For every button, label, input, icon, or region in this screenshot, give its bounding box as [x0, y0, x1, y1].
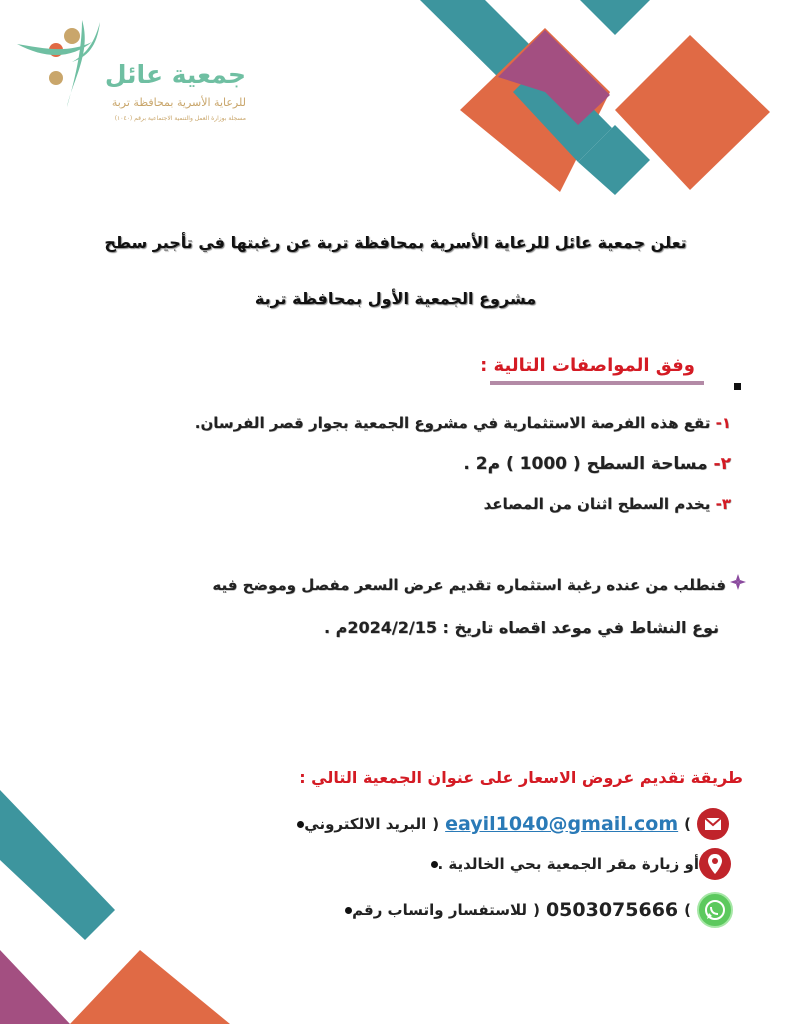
- request-line-1: فنطلب من عنده رغبة استثماره تقديم عرض السعر مفصل وموضح فيه: [212, 576, 726, 594]
- whatsapp-icon: [697, 892, 733, 928]
- phone-number[interactable]: 0503075666: [545, 899, 679, 921]
- bullet-dot: [345, 907, 352, 914]
- whatsapp-label: للاستفسار واتساب رقم: [352, 901, 528, 919]
- decorative-shapes-bottom-left: [0, 790, 240, 1024]
- submission-title: طريقة تقديم عروض الاسعار على عنوان الجمعية التالي :: [299, 768, 743, 787]
- contact-whatsapp-row: للاستفسار واتساب رقم ( 0503075666 ): [331, 892, 743, 928]
- logo-subtitle: للرعاية الأسرية بمحافظة تربة: [111, 96, 246, 109]
- contact-email-row: البريد الالكتروني ( eayil1040@gmail.com ): [283, 808, 743, 840]
- logo-figures-icon: [12, 12, 102, 107]
- diamond-bullet-icon: [730, 574, 746, 590]
- email-link[interactable]: eayil1040@gmail.com: [445, 813, 679, 835]
- spec-item-3: ٣- يخدم السطح اثنان من المصاعد: [483, 495, 731, 513]
- request-line-2: نوع النشاط في موعد اقصاه تاريخ : 2024/2/15م .: [323, 618, 719, 637]
- bullet-dot: [297, 821, 304, 828]
- email-label: البريد الالكتروني: [304, 815, 427, 833]
- logo-name: جمعية عائل: [104, 60, 246, 89]
- location-pin-icon: [699, 848, 731, 880]
- bullet-dot: [431, 861, 438, 868]
- contact-visit-row: [417, 848, 744, 880]
- specs-underline: [490, 381, 704, 385]
- announcement-line-1: تعلن جمعية عائل للرعاية الأسرية بمحافظة تربة عن رغبتها في تأجير سطح: [104, 233, 687, 252]
- mail-icon: [697, 808, 729, 840]
- logo-registration: مسجلة بوزارة العمل والتنمية الاجتماعية برقم (١٠٤٠): [114, 115, 246, 122]
- square-bullet-icon: [734, 383, 741, 390]
- announcement-line-2: مشروع الجمعية الأول بمحافظة تربة: [254, 289, 537, 308]
- specs-title: وفق المواصفات التالية :: [480, 355, 695, 376]
- spec-item-2: ٢- مساحة السطح ( 1000 ) م2 .: [463, 454, 731, 474]
- spec-item-1: ١- تقع هذه الفرصة الاستثمارية في مشروع الجمعية بجوار قصر الفرسان.: [194, 414, 731, 432]
- visit-text: أو زيارة مقر الجمعية بحي الخالدية .: [437, 855, 699, 873]
- organization-logo: [12, 12, 246, 122]
